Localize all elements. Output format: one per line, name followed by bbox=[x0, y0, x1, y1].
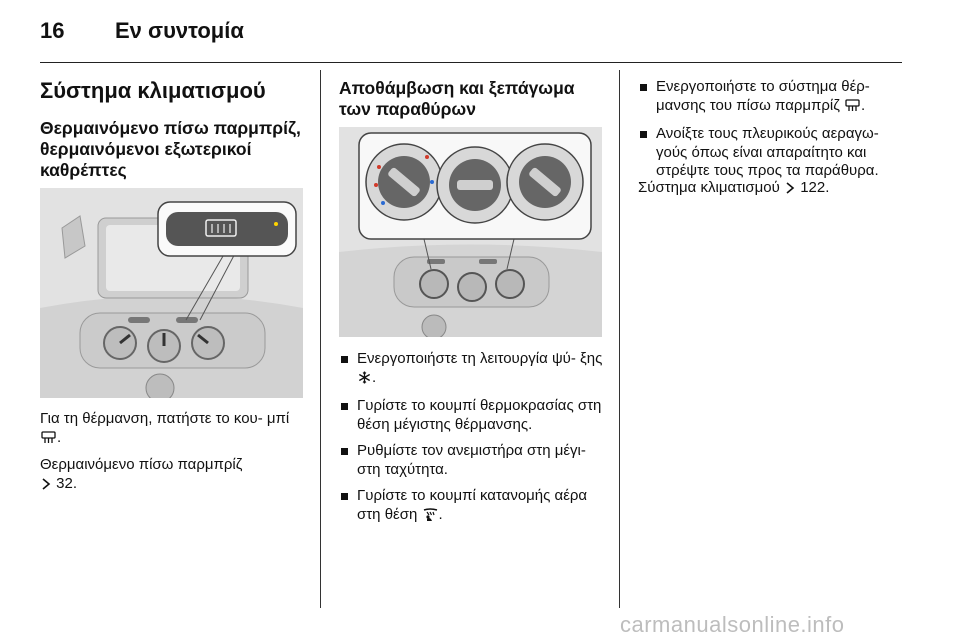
chapter-title: Εν συντομία bbox=[115, 18, 244, 43]
climate-system-reference bbox=[638, 179, 908, 200]
rear-window-heating-icon bbox=[41, 431, 56, 450]
bullet-square-icon bbox=[341, 493, 348, 500]
column-divider-1 bbox=[320, 70, 321, 608]
instruction-end: . bbox=[57, 428, 62, 446]
page-reference-arrow-icon bbox=[785, 181, 795, 200]
rear-window-heating-icon bbox=[845, 99, 860, 118]
watermark: carmanualsonline.info bbox=[620, 612, 845, 637]
step-end: . bbox=[372, 368, 377, 386]
heated-rear-window-reference bbox=[40, 456, 310, 495]
list-item bbox=[339, 397, 609, 434]
heated-rear-window-illustration bbox=[40, 188, 303, 398]
section-title: Σύστημα κλιματισμού bbox=[40, 78, 266, 103]
defrost-steps bbox=[339, 350, 609, 534]
reference-page[interactable]: 32. bbox=[56, 474, 78, 492]
list-item bbox=[339, 487, 609, 526]
list-item bbox=[638, 78, 908, 117]
bullet-square-icon bbox=[341, 356, 348, 363]
step-text: Ρυθμίστε τον ανεμιστήρα στη μέγι- στη ταχύτητα. bbox=[357, 442, 586, 478]
list-item bbox=[339, 442, 609, 479]
bullet-square-icon bbox=[341, 403, 348, 410]
step-text: Γυρίστε το κουμπί κατανομής αέρα στη θέση bbox=[357, 487, 588, 523]
bullet-square-icon bbox=[640, 84, 647, 91]
instruction-text: Για τη θέρμανση, πατήστε το κου- μπί bbox=[40, 410, 290, 427]
step-text: Ενεργοποιήστε τη λειτουργία ψύ- ξης bbox=[357, 350, 603, 367]
reference-text: Θερμαινόμενο πίσω παρμπρίζ bbox=[40, 456, 243, 473]
climate-control-panel-illustration bbox=[339, 127, 602, 337]
step-end: . bbox=[438, 505, 443, 523]
page-reference-arrow-icon bbox=[41, 477, 51, 496]
bullet-square-icon bbox=[640, 131, 647, 138]
list-item bbox=[339, 350, 609, 389]
heated-rear-window-instruction bbox=[40, 410, 310, 449]
step-text: Ενεργοποιήστε το σύστημα θέρ- μανσης του πίσω παρμπρίζ bbox=[656, 78, 870, 114]
windscreen-air-distribution-icon bbox=[423, 508, 438, 527]
bullet-square-icon bbox=[341, 448, 348, 455]
step-text: Γυρίστε το κουμπί θερμοκρασίας στη θέση μέγιστης θέρμανσης. bbox=[357, 397, 602, 433]
step-text: Ανοίξτε τους πλευρικούς αεραγω- γούς όπως είναι απαραίτητο και στρέψτε τους προς τα παράθυρα. bbox=[656, 125, 879, 179]
column-divider-2 bbox=[619, 70, 620, 608]
header-rule bbox=[40, 62, 902, 63]
reference-page[interactable]: 122. bbox=[800, 179, 830, 196]
defog-defrost-subtitle: Αποθάμβωση και ξεπάγωμα των παραθύρων bbox=[339, 78, 575, 119]
reference-text: Σύστημα κλιματισμού bbox=[638, 179, 780, 196]
step-end: . bbox=[861, 96, 866, 114]
heated-rear-window-subtitle: Θερμαινόμενο πίσω παρμπρίζ, θερμαινόμενοι εξωτερικοί καθρέπτες bbox=[40, 118, 301, 180]
defrost-steps-continued bbox=[638, 78, 908, 189]
page-number: 16 bbox=[40, 18, 65, 43]
cooling-snowflake-icon bbox=[358, 371, 371, 390]
list-item bbox=[638, 125, 908, 181]
